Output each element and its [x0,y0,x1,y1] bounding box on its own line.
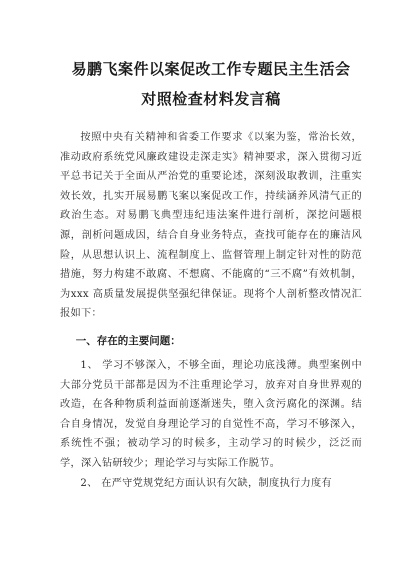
title-line-1: 易鹏飞案件以案促改工作专题民主生活会 [71,60,351,78]
intro-paragraph: 按照中央有关精神和省委工作要求《以案为鉴，常治长效，准动政府系统党风廉政建设走深走实》精神要求，深入贯彻习近平总书记关于全面从严治党的重要论述，深刻汲取教训，注重实效长效，扎实开展易鹏飞案以案促改工作，持续涵养风清气正的政治生态。对易鹏飞典型违纪违法案件进行剖析，深挖问题根源，剖析问题成因，结合自身业务特点，查找可能存在的廉洁风险，从思想认识上、流程制度上、监督管理上制定针对性的防范措施，努力构建不敢腐、不想腐、不能腐的“三不腐”有效机制，为xxx 高质量发展提供坚强纪律保证。现将个人剖析整改情况汇报如下： [60,132,362,320]
problem-item-2: 2、 在严守党规党纪方面认识有欠缺，制度执行力度有 [80,477,332,489]
problem-item-1: 1、 学习不够深入，不够全面，理论功底浅薄。典型案例中大部分党员干部都是因为不注重理论学习，放弃对自身世界观的改造，在各种物质利益面前逐渐迷失，堕入贪污腐化的深渊。结合自身情况，发觉自身理论学习的自觉性不高，学习不够深入，系统性不强；被动学习的时候多，主动学习的时候少，泛泛而学，深入钻研较少；理论学习与实际工作脱节。 [60,359,362,469]
section-heading: 一、存在的主要问题： [75,334,181,347]
title-line-2: 对照检查材料发言稿 [141,90,281,108]
document-title [60,54,362,114]
